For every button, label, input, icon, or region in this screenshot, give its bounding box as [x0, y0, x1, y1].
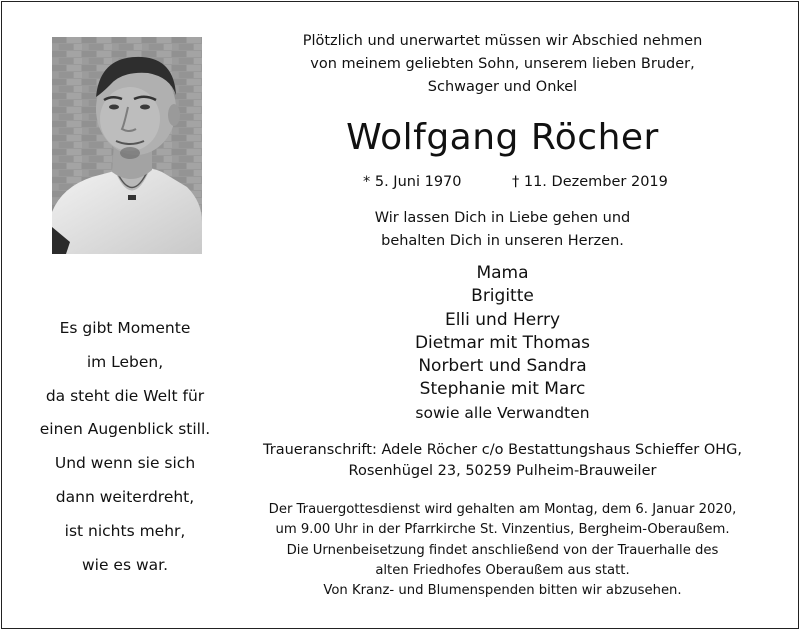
- birth-date: * 5. Juni 1970: [363, 174, 462, 190]
- poem-line: Und wenn sie sich: [54, 454, 196, 473]
- motto-text: [250, 207, 755, 252]
- address-line: Traueranschrift: Adele Röcher c/o Bestattungshaus Schieffer OHG,: [263, 442, 742, 458]
- poem-line: da steht die Welt für: [45, 386, 205, 405]
- mourner-line: Dietmar mit Thomas: [414, 332, 591, 353]
- mourners-list: [250, 262, 755, 425]
- condolence-address: [250, 440, 755, 481]
- mourner-line: sowie alle Verwandten: [415, 403, 590, 422]
- mourner-line: Mama: [476, 263, 529, 283]
- mourner-line: Brigitte: [471, 286, 534, 307]
- mourner-line: Stephanie mit Marc: [419, 379, 586, 400]
- memorial-poem: [25, 312, 225, 582]
- portrait-photo: [52, 37, 202, 254]
- service-line: um 9.00 Uhr in der Pfarrkirche St. Vinzentius, Bergheim-Oberaußem.: [275, 522, 730, 538]
- service-line: Die Urnenbeisetzung findet anschließend von der Trauerhalle des: [286, 542, 719, 558]
- motto-line: Wir lassen Dich in Liebe gehen und: [374, 210, 631, 226]
- mourner-line: Elli und Herry: [444, 309, 561, 330]
- mourner-line: Norbert und Sandra: [418, 356, 587, 377]
- poem-line: dann weiterdreht,: [55, 487, 195, 506]
- poem-line: Es gibt Momente: [59, 319, 191, 337]
- service-line: Der Trauergottesdienst wird gehalten am Montag, dem 6. Januar 2020,: [268, 502, 737, 517]
- service-line: alten Friedhofes Oberaußem aus statt.: [375, 562, 630, 578]
- service-line: Von Kranz- und Blumenspenden bitten wir abzusehen.: [323, 583, 682, 599]
- poem-line: wie es war.: [81, 555, 169, 574]
- intro-text: [250, 30, 755, 99]
- intro-line: von meinem geliebten Sohn, unserem lieben Bruder,: [310, 56, 695, 72]
- address-line: Rosenhügel 23, 50259 Pulheim-Brauweiler: [348, 462, 657, 479]
- death-date: † 11. Dezember 2019: [512, 174, 668, 190]
- poem-line: im Leben,: [86, 352, 164, 371]
- motto-line: behalten Dich in unseren Herzen.: [381, 232, 624, 249]
- intro-line: Schwager und Onkel: [427, 79, 578, 95]
- funeral-service-info: [250, 500, 755, 601]
- intro-line: Plötzlich und unerwartet müssen wir Abschied nehmen: [302, 33, 703, 49]
- poem-line: ist nichts mehr,: [64, 521, 186, 540]
- poem-line: einen Augenblick still.: [39, 420, 211, 439]
- deceased-name: Wolfgang Röcher: [346, 117, 659, 158]
